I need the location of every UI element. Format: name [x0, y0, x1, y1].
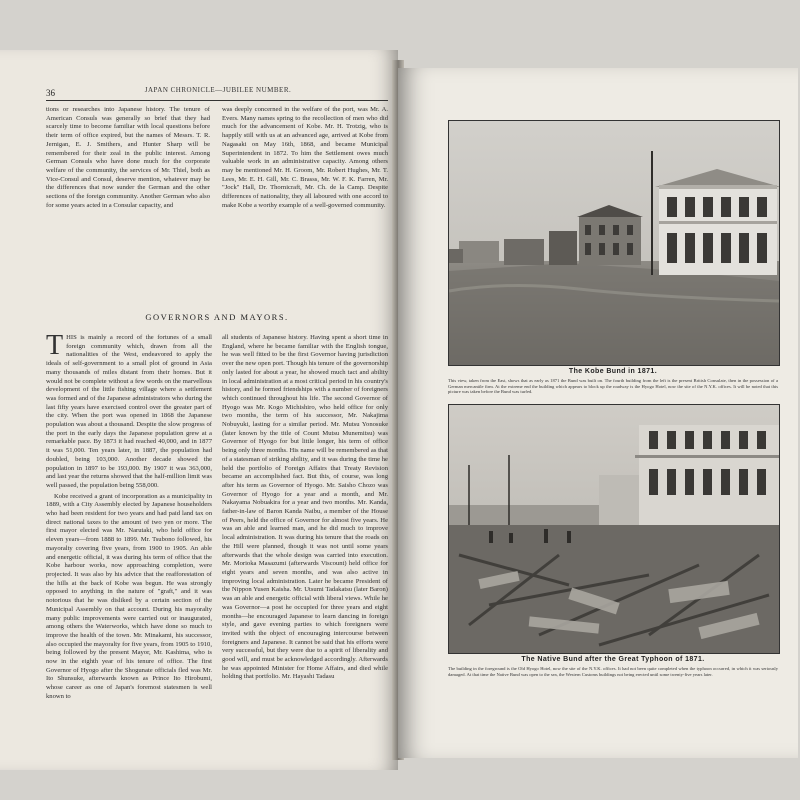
photo2-caption-title: The Native Bund after the Great Typhoon of 1871. — [521, 656, 705, 663]
right-page — [398, 68, 798, 758]
photo-native-bund-typhoon-1871 — [448, 404, 780, 654]
top-column-2-text: was deeply concerned in the welfare of the port, was Mr. A. Evers. Many names spring to the recollection of men who did much for the advancement of Kobe. Mr. H. Trotzig, who is happily still with us at an advanced age, arrived at Kobe from Nagasaki on May 16th, 1868, and became Municipal Superintendent in 1872. To him the Settlement owes much valuable work in an administrative capacity. Among others may be mentioned Mr. H. Groom, Mr. Robert Hughes, Mr. T. Lees, Mr. E. H. Gill, Mr. C. Brasss, Mr. W. F. K. Farren, Mr. "Jock" Hall, Dr. Thornicraft, Mr. Ch. de la Camp. Despite differences of nationality, they all laboured with one accord to make Kobe a worthy example of a well-governed community. — [222, 106, 388, 209]
page-number: 36 — [46, 88, 55, 98]
header-rule — [46, 100, 388, 101]
photo2-caption-text: The building in the foreground is the Old Hyogo Hotel, now the site of the N.Y.K. offices. It had not been quite completed when the typhoon occurred, in which it was seriously damaged. At that time the Native Bund was open to the sea, the Western Customs buildings not being erected until some twenty-five years later. — [448, 666, 778, 677]
photo1-caption-title: The Kobe Bund in 1871. — [568, 368, 658, 375]
body-column-1-para-1: HIS is mainly a record of the fortunes of a small foreign community which, drawn from all the nationalities of the West, endeavored to apply the ideals of self-government to a small plot of ground in Asia many thousands of miles distant from their homes. But it would not be complete without a few words on the marvellous development of the little fishing village where a settlement was formed and of the Japanese administrators who during the last fifty years have exercised control over the greater part of the city. When the port was opened in 1868 the Japanese population was about a thousand. Despite the slow progress of the port in the early days the Japanese population grew at a remarkable pace. By 1873 it had reached 40,000, and in 1877 it was 51,000. Ten years later, in 1887, the population had doubled, being 103,000. Another decade showed the population in 1897 to be 193,000. By 1907 it was 363,000, and last year the returns showed that the half-million limit was well passed, the population being 558,000. — [46, 334, 212, 489]
drop-cap: T — [46, 334, 64, 361]
photo1-caption-text: This view, taken from the East, shows that as early as 1871 the Bund was built on. The fourth building from the left is the present British Consulate, then in the possession of a German mercantile firm. At the extreme end the building which appears to block up the roadway is the Hyogo Hotel, now the site of the N.Y.K. offices. It will be noted that this picture was taken before the Bund was turfed. — [448, 378, 778, 395]
left-page — [0, 50, 398, 770]
body-column-1 — [46, 334, 212, 754]
body-column-2 — [222, 334, 388, 754]
body-column-1-para-2: Kobe received a grant of incorporation as a municipality in 1889, with a City Assembly elected by Japanese householders who had been resident for two years and had paid land tax on direct national taxes to the amount of two yen or more. The first mayor elected was Mr. Narutaki, who held office for eleven years—from 1888 to 1899. Mr. Tsubono followed, his mayoralty covering five years, from 1900 to 1905. An able and energetic official, it was during his term of office that the Kobe harbour works, now approaching completion, were projected. It was also by his advice that the reafforestation of the hills at the back of Kobe was begun. He was strongly opposed to anything in the nature of "graft," and it was notorious that he was disliked by a certain section of the Municipal Assembly on that account. During his mayoralty many public improvements were carried out or inaugurated, among others the Waterworks, which have done so much to improve the health of the town. Mr. Minakami, his successor, also occupied the mayoralty for five years, from 1905 to 1910, being followed by the present Mayor, Mr. Kashima, who is now in the eighth year of his tenure of office. The first Governor of Hyogo after the Shogunate officials fled was Mr. Ito Shunsuke, afterwards known as Prince Ito Hirobumi, whose career as one of Japan's foremost statesmen is well known to — [46, 492, 212, 700]
top-column-1 — [46, 106, 210, 286]
top-column-2 — [222, 106, 388, 286]
photo-kobe-bund-1871 — [448, 120, 780, 366]
section-title: GOVERNORS AND MAYORS. — [145, 312, 289, 322]
running-head: JAPAN CHRONICLE—JUBILEE NUMBER. — [144, 86, 292, 94]
body-column-2-text: all students of Japanese history. Having spent a short time in England, where he became familiar with the English tongue, he was well fitted to be the first Governor having jurisdiction over the new open port. Though his tenure of the governorship only lasted for about a year, he showed much tact and ability in local administration at a most critical period in his country's history, and he formed friendships with a number of foreigners which continued throughout his life. The second Governor of Hyogo was Mr. Kogo Michishiro, who held office for only two months, the term of his successor, Mr. Nakajima Nobuyuki, lasting for a similar period. Mr. Mutsu Yonosuke (later known by the title of Count Mutsu Munemitsu) was Governor of Hyogo for but little longer, his term of office being only three months. His name will be remembered as that of a statesman of striking ability, and it was during the time he held the portfolio of Foreign Affairs that Treaty Revision became an accomplished fact. But this, of course, was long after his term as Governor of Hyogo. Mr. Saisho Chozo was Governor of Hyogo for a year and a month, and Mr. Nakayama Nobuakira for a year and two months. Mr. Kanda, father-in-law of Baron Kanda Naibu, a member of the House of Peers, held the office of Governor for almost five years. He was an able and learned man, and he did much to improve local administration. It was during his tenure that the roads on the Hill were planned, though it was not until some years afterwards that the whole design was carried into execution. Mr. Morioka Masazumi (afterwards Viscount) held office for eight years and seven months, and was also active in improving local administration. Later he became President of the Nippon Yusen Kaisha. Mr. Utsumi Tadakatsu (later Baron) was an able and energetic official with liberal views. While he was Governor—a post he occupied for three years and eight months—he encouraged Japanese to learn dancing in foreign style, and gave evening parties to which foreigners were invited with the object of encouraging intercourse between foreigners and Japanese. It cannot be said that his efforts were very successful, but they were due to a spirit of liberality and good will, and must be acknowledged accordingly. Afterwards he was appointed Minister for Home Affairs, and died while holding that portfolio. Mr. Hayashi Tadasu — [222, 334, 388, 681]
top-column-1-text: tions or researches into Japanese history. The tenure of American Consuls was generally so brief that they had scarcely time to become familiar with local questions before their term of office expired, but the names of Messrs. T. R. Jernigan, E. J. Smithers, and Hunter Sharp will be remembered for their zeal in the public interest. Among German Consuls who have done much for the corporate welfare of the community, the services of Mr. Thiel, both as Vice-Consul and Consul, deserve mention, whatever may be the differences that now sunder the German and the other sections of the foreign community. Another German who also for some years acted in a Consular capacity, and — [46, 106, 210, 209]
open-book — [0, 40, 800, 760]
